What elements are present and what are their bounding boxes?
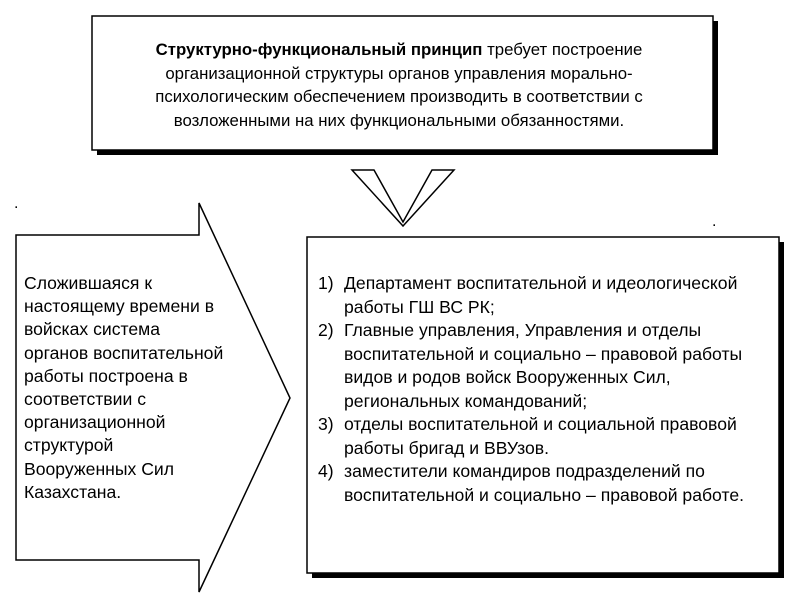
top-box-bold-text: Структурно-функциональный принцип xyxy=(155,40,483,59)
top-box-rest-text: требует построение организационной структуры органов управления морально-психологическим обеспечением производить в соответствии с возложенными на них функциональными обязанностями. xyxy=(155,40,643,130)
list-item-text: отделы воспитательной и социальной правовой работы бригад и ВВУзов. xyxy=(344,414,737,458)
list-item xyxy=(318,319,778,413)
list-item xyxy=(318,413,778,460)
top-box-text xyxy=(104,38,694,132)
list-item xyxy=(318,272,778,319)
stray-dot-right: . xyxy=(712,213,717,230)
down-arrow xyxy=(352,170,454,226)
list-item-number: 1) xyxy=(318,273,334,293)
list-item-number: 4) xyxy=(318,461,334,481)
left-box-text: Сложившаяся к настоящему времени в войсках система органов воспитательной работы построена в соответствии с организационной структурой Вооруженных Сил Казахстана. xyxy=(24,273,224,502)
list-item-number: 3) xyxy=(318,414,334,434)
list-item-text: Департамент воспитательной и идеологической работы ГШ ВС РК; xyxy=(344,273,738,317)
list-item xyxy=(318,460,778,507)
list-item-text: заместители командиров подразделений по воспитательной и социально – правовой работе. xyxy=(344,461,744,505)
right-box-list xyxy=(318,272,778,507)
list-item-number: 2) xyxy=(318,320,334,340)
stray-dot-left: . xyxy=(14,195,19,212)
list-item-text: Главные управления, Управления и отделы воспитательной и социально – правовой работы видов и родов войск Вооруженных Сил, региональных командований; xyxy=(344,320,743,411)
